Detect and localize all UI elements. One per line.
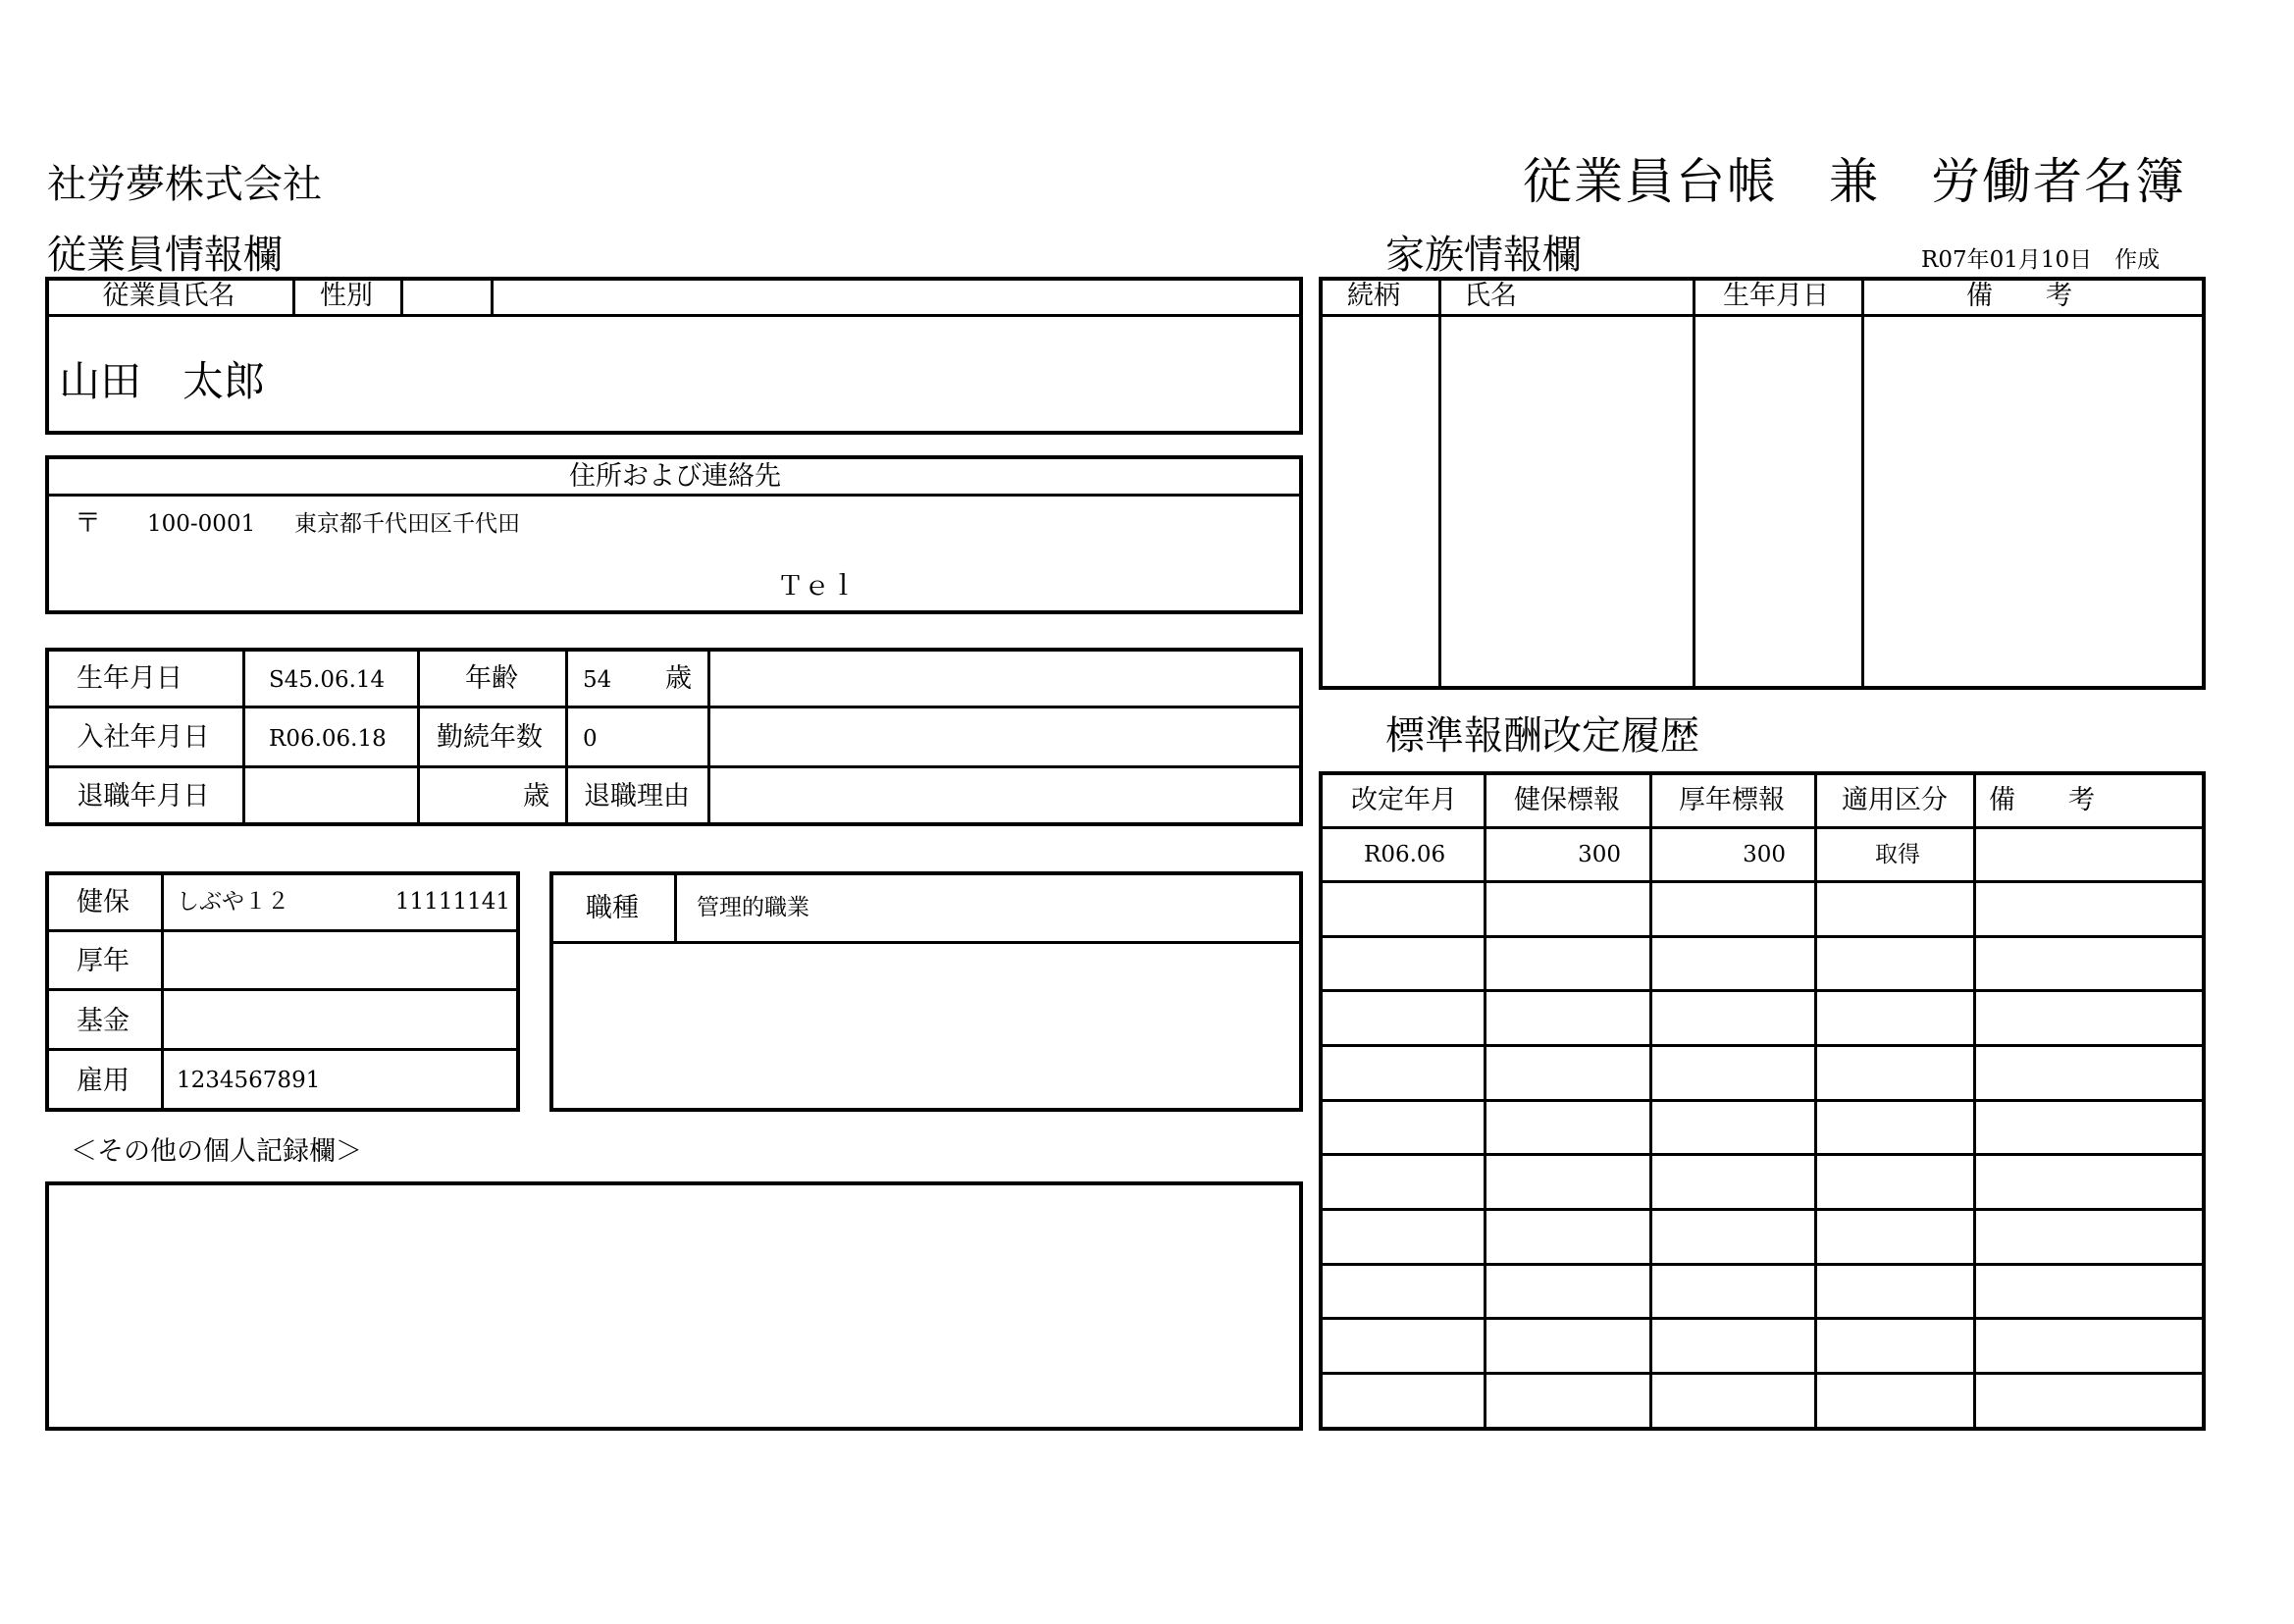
family-col-relation: 続柄	[1347, 281, 1400, 311]
personal-records-box	[45, 1181, 1303, 1431]
retire-reason-label: 退職理由	[584, 781, 690, 812]
employee-section-heading: 従業員情報欄	[47, 233, 283, 278]
employee-name-label: 従業員氏名	[102, 281, 235, 311]
salary-row-1-health: 300	[1578, 842, 1621, 867]
salary-col-revision-month: 改定年月	[1351, 785, 1457, 815]
employee-name: 山田 太郎	[59, 357, 266, 405]
occupation-value: 管理的職業	[697, 895, 809, 920]
salary-row-divider	[1319, 1372, 2206, 1375]
salary-row-divider	[1319, 1317, 2206, 1320]
salary-col-remarks: 備 考	[1989, 785, 2095, 815]
salary-row-divider	[1319, 935, 2206, 938]
tenure-label: 勤続年数	[437, 722, 543, 753]
salary-row-divider	[1319, 1263, 2206, 1266]
health-insurance-value: しぶや１２	[177, 889, 289, 915]
fund-label: 基金	[77, 1006, 130, 1036]
salary-row-divider	[1319, 826, 2206, 829]
salary-row-divider	[1319, 989, 2206, 992]
employment-insurance-label: 雇用	[77, 1066, 130, 1096]
tel-label: Ｔｅｌ	[777, 571, 857, 602]
family-section-heading: 家族情報欄	[1385, 233, 1582, 278]
birth-date-value: S45.06.14	[269, 667, 386, 693]
address-text: 東京都千代田区千代田	[294, 511, 520, 537]
company-name: 社労夢株式会社	[47, 162, 322, 207]
employment-insurance-value: 1234567891	[177, 1068, 321, 1093]
salary-col-category: 適用区分	[1842, 785, 1948, 815]
age-value: 54	[583, 667, 612, 693]
salary-row-divider	[1319, 880, 2206, 883]
hire-date-value: R06.06.18	[269, 726, 387, 752]
personal-records-heading: ＜その他の個人記録欄＞	[71, 1136, 362, 1167]
birth-date-label: 生年月日	[77, 663, 182, 694]
family-col-birthdate: 生年月日	[1723, 281, 1829, 311]
salary-row-1-category: 取得	[1875, 842, 1920, 867]
family-col-remarks: 備 考	[1966, 281, 2072, 311]
retire-age-unit: 歳	[523, 781, 549, 812]
salary-row-1-month: R06.06	[1364, 842, 1446, 867]
age-unit: 歳	[665, 663, 692, 694]
gender-label: 性別	[320, 281, 373, 311]
occupation-box	[549, 871, 1303, 1112]
family-col-name: 氏名	[1464, 281, 1517, 311]
salary-row-divider	[1319, 1153, 2206, 1156]
retire-date-label: 退職年月日	[77, 781, 210, 812]
family-table	[1319, 277, 2206, 690]
pension-label: 厚年	[77, 946, 130, 976]
health-insurance-number: 11111141	[394, 889, 510, 915]
salary-row-divider	[1319, 1099, 2206, 1102]
tenure-value: 0	[583, 726, 598, 752]
salary-column-divider	[1484, 771, 1486, 1431]
salary-col-health-standard: 健保標報	[1514, 785, 1620, 815]
salary-row-divider	[1319, 1044, 2206, 1047]
salary-column-divider	[1814, 771, 1817, 1431]
document-title: 従業員台帳 兼 労働者名簿	[1523, 153, 2186, 210]
address-heading: 住所および連絡先	[569, 461, 781, 492]
postal-code: 100-0001	[147, 511, 256, 537]
occupation-label: 職種	[586, 893, 639, 923]
health-insurance-label: 健保	[77, 887, 130, 917]
salary-col-pension-standard: 厚年標報	[1679, 785, 1785, 815]
hire-date-label: 入社年月日	[77, 722, 210, 753]
postal-mark: 〒	[75, 508, 101, 539]
salary-history-heading: 標準報酬改定履歴	[1385, 713, 1699, 759]
created-date: R07年01月10日 作成	[1921, 247, 2161, 273]
salary-column-divider	[1649, 771, 1652, 1431]
salary-row-1-pension: 300	[1743, 842, 1786, 867]
salary-column-divider	[1973, 771, 1976, 1431]
salary-row-divider	[1319, 1208, 2206, 1211]
age-label: 年齢	[465, 663, 518, 694]
